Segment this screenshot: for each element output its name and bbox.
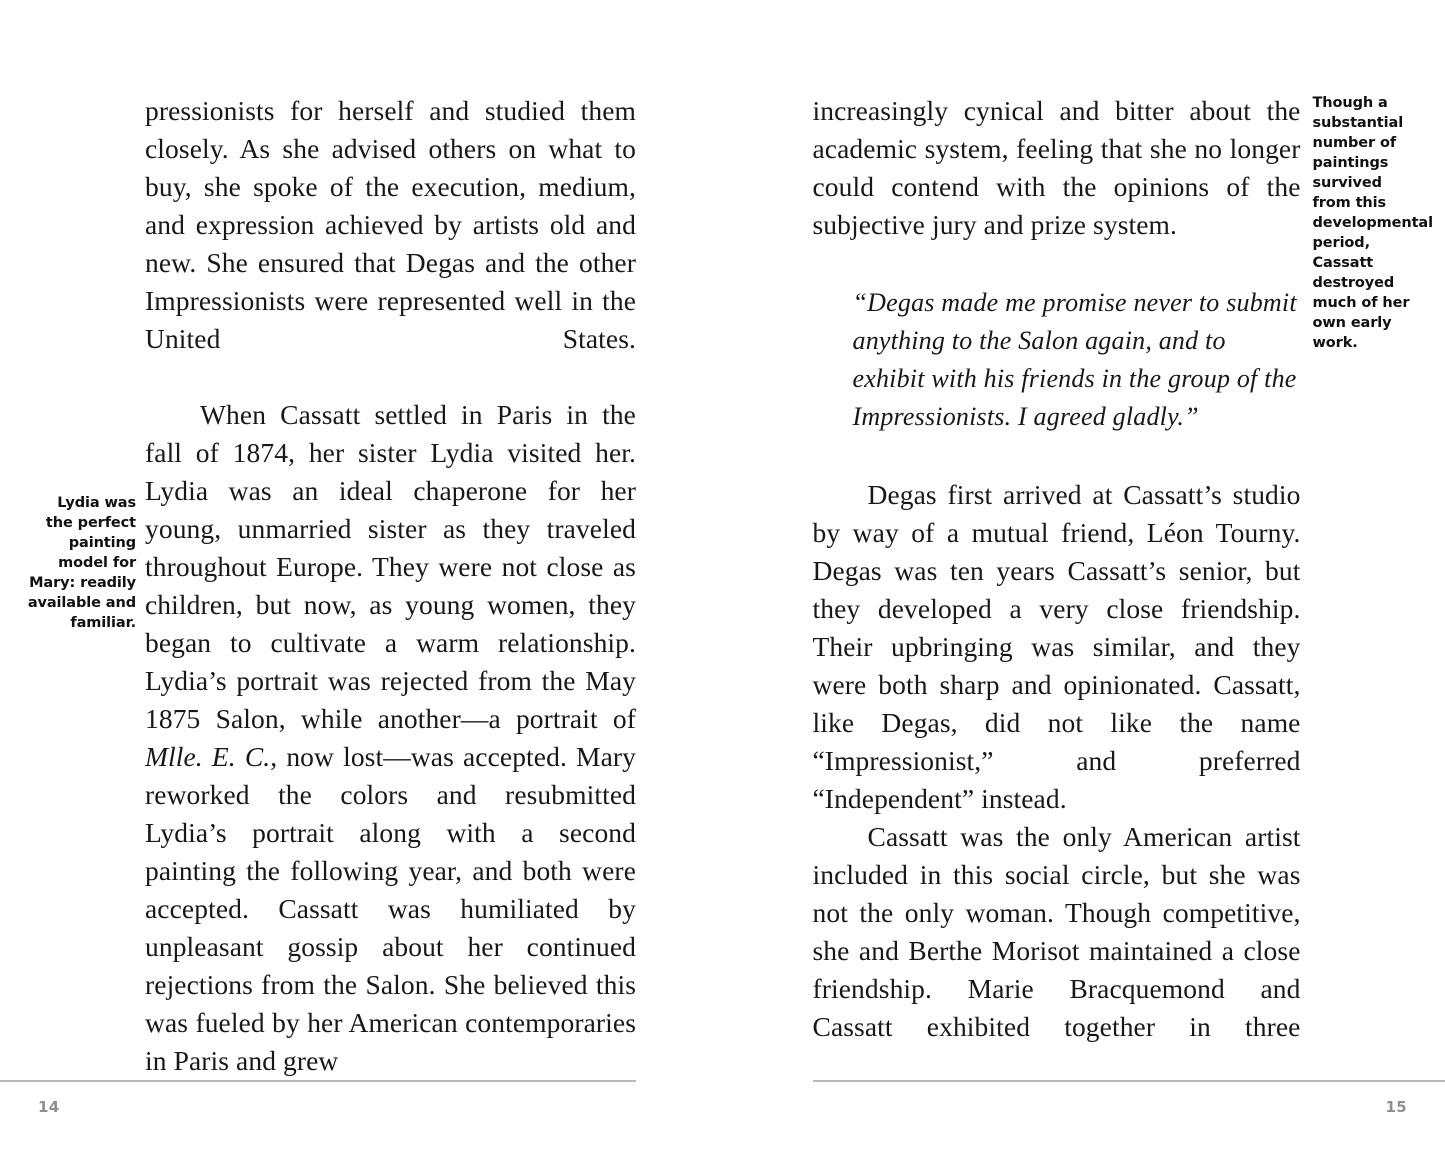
paragraph: Degas first arrived at Cassatt’s studio by way of a mutual friend, Léon Tourny. Degas was ten years Cassatt’s senior, but they developed a very close friendship. Their upbringing was similar, and they were both sharp and opinionated. Cassatt, like Degas, did not like the name “Impressionist,” and preferred “Independent” instead. (812, 479, 1301, 814)
page-number-left: 14 (38, 1098, 60, 1116)
page-recto (723, 0, 1445, 1174)
page-number-right: 15 (1385, 1098, 1407, 1116)
body-column-left (145, 92, 636, 1080)
margin-note-left (26, 493, 136, 633)
pull-quote-text: “Degas made me promise never to submit anything to the Salon again, and to exhibit with his friends in the group of the Impressionists. I agreed gladly.” (852, 288, 1297, 431)
paragraph (145, 396, 636, 1080)
margin-note-right (1312, 93, 1433, 353)
footer-rule-right (813, 1080, 1445, 1082)
paragraph-text-part: now lost—was accepted. Mary reworked the colors and resubmitted Lydia’s portrait along with a second painting the following year, and both were accepted. Cassatt was humiliated by unpleasant gossip about her continued rejections from the Salon. She believed this was fueled by her American contemporaries in Paris and grew (145, 741, 636, 1076)
body-column-right (813, 92, 1301, 1084)
paragraph-italic-title: Mlle. E. C., (145, 741, 278, 772)
pull-quote (853, 284, 1301, 436)
footer-rule-left (0, 1080, 636, 1082)
paragraph: Cassatt was the only American artist included in this social circle, but she was not the only woman. Though competitive, she and Berthe Morisot maintained a close friendship. Marie Bracquemond and Cassatt exhibited together in three (812, 821, 1301, 1042)
margin-note-right-text: Though a substantial number of paintings survived from this developmental period, Cassatt destroyed much of her own early work. (1312, 95, 1433, 351)
paragraph-text-part: When Cassatt settled in Paris in the fall of 1874, her sister Lydia visited her. Lydia was an ideal chaperone for her young, unmarried sister as they traveled throughout Europe. They were not close as children, but now, as young women, they began to cultivate a warm relationship. Lydia’s portrait was rejected from the May 1875 Salon, while another—a portrait of (145, 399, 636, 734)
paragraph: increasingly cynical and bitter about the academic system, feeling that she no longer could contend with the opinions of the subjective jury and prize system. (812, 95, 1301, 240)
paragraph: pressionists for herself and studied them closely. As she advised others on what to buy, she spoke of the execution, medium, and expression achieved by artists old and new. She ensured that Degas and the other Impressionists were represented well in the United States. (145, 95, 636, 354)
margin-note-left-text: Lydia was the perfect painting model for Mary: readily available and familiar. (27, 495, 136, 631)
